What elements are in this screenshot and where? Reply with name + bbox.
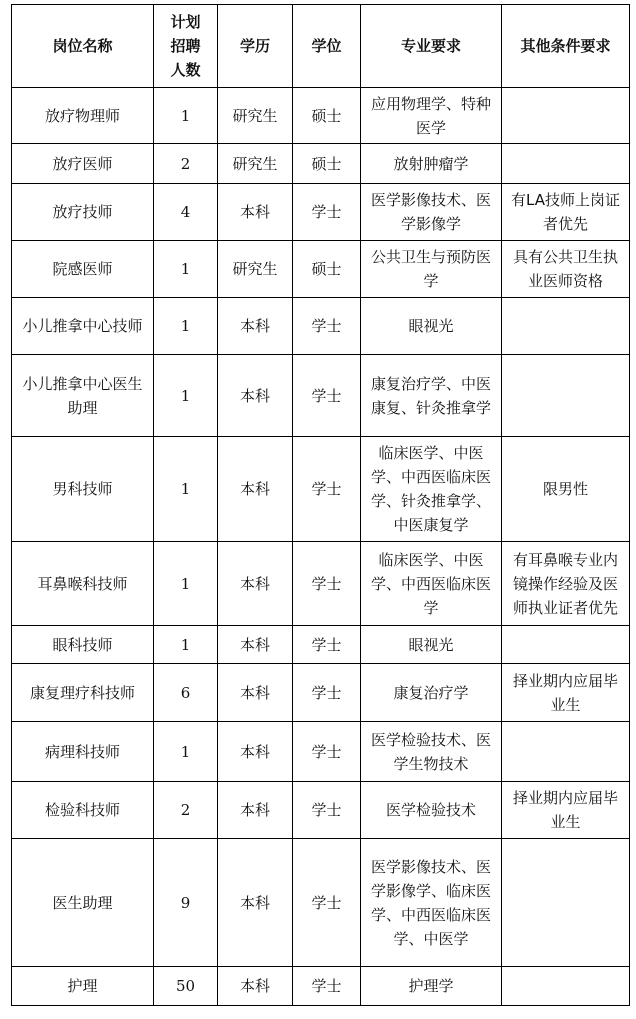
table-row <box>12 298 630 355</box>
cell-post: 小儿推拿中心技师 <box>12 298 154 355</box>
cell-count: 1 <box>154 722 218 782</box>
cell-major: 应用物理学、特种医学 <box>361 88 502 144</box>
cell-education: 本科 <box>218 967 293 1006</box>
cell-count: 1 <box>154 88 218 144</box>
table-row <box>12 722 630 782</box>
cell-post: 眼科技师 <box>12 626 154 664</box>
header-education: 学历 <box>218 5 293 88</box>
cell-count: 1 <box>154 542 218 626</box>
cell-count: 4 <box>154 184 218 241</box>
cell-post: 院感医师 <box>12 241 154 298</box>
cell-degree: 硕士 <box>293 144 361 184</box>
header-post: 岗位名称 <box>12 5 154 88</box>
table-row <box>12 626 630 664</box>
cell-post: 护理 <box>12 967 154 1006</box>
cell-major: 医学影像技术、医学影像学 <box>361 184 502 241</box>
cell-major: 护理学 <box>361 967 502 1006</box>
header-row <box>12 5 630 88</box>
cell-post: 放疗技师 <box>12 184 154 241</box>
cell-degree: 学士 <box>293 298 361 355</box>
cell-major: 医学检验技术 <box>361 782 502 839</box>
cell-major: 放射肿瘤学 <box>361 144 502 184</box>
cell-degree: 学士 <box>293 437 361 542</box>
cell-education: 本科 <box>218 664 293 722</box>
cell-other <box>502 626 630 664</box>
cell-education: 本科 <box>218 839 293 967</box>
cell-count: 2 <box>154 144 218 184</box>
header-degree: 学位 <box>293 5 361 88</box>
cell-post: 放疗医师 <box>12 144 154 184</box>
cell-post: 耳鼻喉科技师 <box>12 542 154 626</box>
cell-major: 医学检验技术、医学生物技术 <box>361 722 502 782</box>
table-row <box>12 782 630 839</box>
cell-count: 2 <box>154 782 218 839</box>
table-row <box>12 664 630 722</box>
cell-degree: 学士 <box>293 967 361 1006</box>
table-row <box>12 355 630 437</box>
cell-other <box>502 967 630 1006</box>
cell-major: 眼视光 <box>361 626 502 664</box>
cell-degree: 学士 <box>293 542 361 626</box>
cell-post: 病理科技师 <box>12 722 154 782</box>
cell-count: 9 <box>154 839 218 967</box>
cell-other <box>502 722 630 782</box>
cell-education: 研究生 <box>218 241 293 298</box>
cell-count: 6 <box>154 664 218 722</box>
cell-degree: 学士 <box>293 626 361 664</box>
cell-education: 本科 <box>218 542 293 626</box>
cell-post: 小儿推拿中心医生助理 <box>12 355 154 437</box>
cell-other: 限男性 <box>502 437 630 542</box>
cell-post: 男科技师 <box>12 437 154 542</box>
cell-degree: 学士 <box>293 184 361 241</box>
table-row <box>12 88 630 144</box>
cell-major: 眼视光 <box>361 298 502 355</box>
cell-major: 康复治疗学、中医康复、针灸推拿学 <box>361 355 502 437</box>
cell-education: 本科 <box>218 722 293 782</box>
cell-count: 1 <box>154 298 218 355</box>
cell-other: 择业期内应届毕业生 <box>502 664 630 722</box>
cell-other: 有耳鼻喉专业内镜操作经验及医师执业证者优先 <box>502 542 630 626</box>
cell-degree: 硕士 <box>293 241 361 298</box>
cell-major: 康复治疗学 <box>361 664 502 722</box>
cell-education: 本科 <box>218 437 293 542</box>
table-row <box>12 839 630 967</box>
cell-degree: 学士 <box>293 355 361 437</box>
cell-other <box>502 298 630 355</box>
header-major: 专业要求 <box>361 5 502 88</box>
cell-education: 本科 <box>218 782 293 839</box>
cell-education: 本科 <box>218 184 293 241</box>
cell-education: 研究生 <box>218 88 293 144</box>
cell-other: 具有公共卫生执业医师资格 <box>502 241 630 298</box>
table-row <box>12 967 630 1006</box>
cell-degree: 学士 <box>293 664 361 722</box>
cell-other <box>502 839 630 967</box>
cell-other <box>502 355 630 437</box>
table-row <box>12 437 630 542</box>
cell-degree: 硕士 <box>293 88 361 144</box>
cell-count: 50 <box>154 967 218 1006</box>
cell-education: 本科 <box>218 355 293 437</box>
cell-degree: 学士 <box>293 839 361 967</box>
cell-other <box>502 144 630 184</box>
cell-post: 放疗物理师 <box>12 88 154 144</box>
cell-count: 1 <box>154 355 218 437</box>
cell-education: 本科 <box>218 298 293 355</box>
header-other: 其他条件要求 <box>502 5 630 88</box>
table-row <box>12 241 630 298</box>
cell-post: 医生助理 <box>12 839 154 967</box>
cell-other: 择业期内应届毕业生 <box>502 782 630 839</box>
cell-degree: 学士 <box>293 722 361 782</box>
cell-post: 检验科技师 <box>12 782 154 839</box>
cell-post: 康复理疗科技师 <box>12 664 154 722</box>
cell-other: 有LA技师上岗证者优先 <box>502 184 630 241</box>
cell-education: 研究生 <box>218 144 293 184</box>
cell-education: 本科 <box>218 626 293 664</box>
table-row <box>12 542 630 626</box>
table-row <box>12 144 630 184</box>
cell-degree: 学士 <box>293 782 361 839</box>
header-count: 计划招聘人数 <box>154 5 218 88</box>
cell-count: 1 <box>154 241 218 298</box>
cell-other <box>502 88 630 144</box>
cell-count: 1 <box>154 437 218 542</box>
cell-major: 临床医学、中医学、中西医临床医学 <box>361 542 502 626</box>
cell-major: 公共卫生与预防医学 <box>361 241 502 298</box>
cell-count: 1 <box>154 626 218 664</box>
cell-major: 临床医学、中医学、中西医临床医学、针灸推拿学、中医康复学 <box>361 437 502 542</box>
recruitment-table <box>11 4 630 1006</box>
cell-major: 医学影像技术、医学影像学、临床医学、中西医临床医学、中医学 <box>361 839 502 967</box>
table-row <box>12 184 630 241</box>
